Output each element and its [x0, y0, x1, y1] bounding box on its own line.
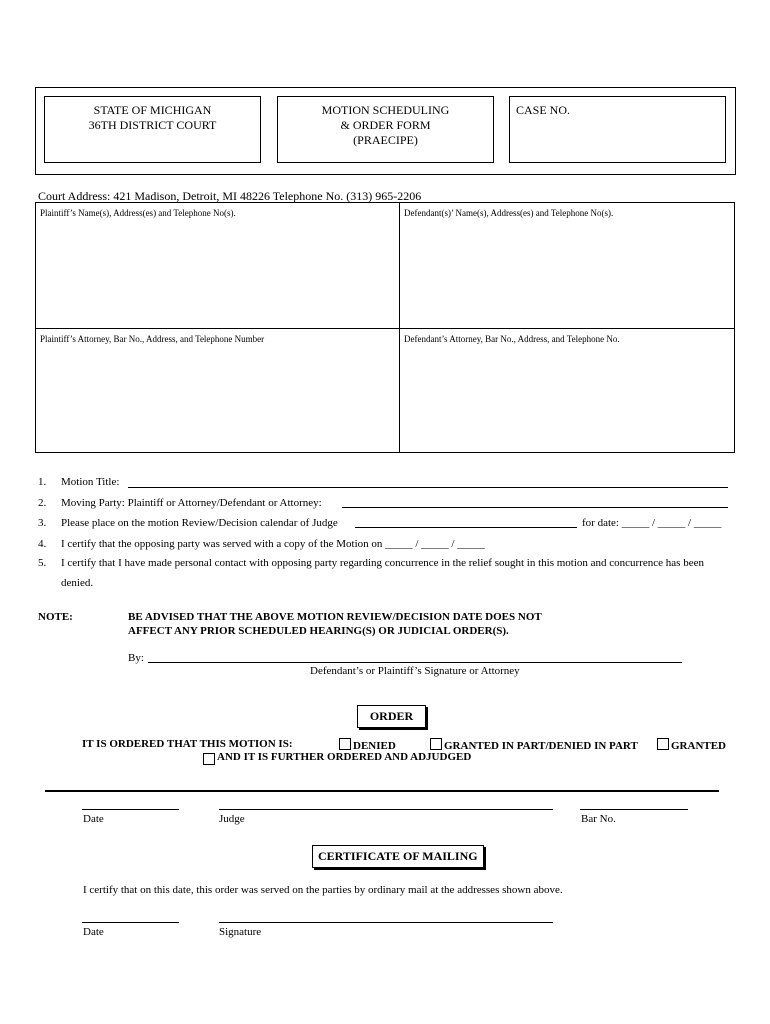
order-title: ORDER — [357, 705, 426, 728]
form-title-line-3: (PRAECIPE) — [353, 133, 418, 147]
defendant-cell[interactable] — [399, 202, 735, 329]
judge-line[interactable] — [355, 527, 577, 528]
certificate-date-line[interactable] — [82, 922, 179, 923]
plaintiff-attorney-label: Plaintiff’s Attorney, Bar No., Address, and Telephone Number — [40, 334, 265, 344]
court-line-1: STATE OF MICHIGAN — [93, 103, 212, 117]
item-4-number: 4. — [38, 538, 47, 550]
plaintiff-attorney-cell[interactable] — [35, 328, 400, 453]
court-line-2: 36TH DISTRICT COURT — [88, 118, 217, 132]
further-label: AND IT IS FURTHER ORDERED AND ADJUDGED — [217, 751, 472, 763]
denied-checkbox[interactable] — [339, 738, 351, 750]
judge-signature-line[interactable] — [219, 809, 553, 810]
item-1-number: 1. — [38, 476, 47, 488]
order-lead: IT IS ORDERED THAT THIS MOTION IS: — [82, 738, 293, 750]
item-2-text: Moving Party: Plaintiff or Attorney/Defendant or Attorney: — [61, 497, 322, 509]
order-judge-label: Judge — [219, 813, 245, 825]
plaintiff-label: Plaintiff’s Name(s), Address(es) and Telephone No(s). — [40, 208, 236, 218]
motion-title-line[interactable] — [128, 487, 728, 488]
order-bar-label: Bar No. — [581, 813, 616, 825]
note-line-2: AFFECT ANY PRIOR SCHEDULED HEARING(S) OR JUDICIAL ORDER(S). — [128, 625, 509, 637]
option-further[interactable] — [203, 751, 471, 765]
partial-checkbox[interactable] — [430, 738, 442, 750]
item-3-text: Please place on the motion Review/Decision calendar of Judge — [61, 517, 338, 529]
order-date-line[interactable] — [82, 809, 179, 810]
court-address: Court Address: 421 Madison, Detroit, MI 48226 Telephone No. (313) 965-2206 — [38, 189, 422, 203]
form-title-line-1: MOTION SCHEDULING — [321, 103, 450, 117]
item-1-text: Motion Title: — [61, 476, 120, 488]
by-label: By: — [128, 652, 144, 664]
item-3-date[interactable]: for date: _____ / _____ / _____ — [582, 517, 722, 529]
certificate-title: CERTIFICATE OF MAILING — [312, 845, 484, 868]
case-no-box[interactable] — [509, 96, 726, 163]
defendant-label: Defendant(s)’ Name(s), Address(es) and Telephone No(s). — [404, 208, 614, 218]
signature-line[interactable] — [148, 662, 682, 663]
order-date-label: Date — [83, 813, 104, 825]
defendant-attorney-cell[interactable] — [399, 328, 735, 453]
bar-no-line[interactable] — [580, 809, 688, 810]
note-label: NOTE: — [38, 611, 73, 623]
item-5-text: I certify that I have made personal contact with opposing party regarding concurrence in the relief sought in this motion and concurrence has been — [61, 557, 704, 569]
form-title-box — [277, 96, 494, 163]
item-2-number: 2. — [38, 497, 47, 509]
item-5-text-continued: denied. — [61, 577, 94, 589]
signature-caption: Defendant’s or Plaintiff’s Signature or Attorney — [310, 665, 520, 677]
case-no-label: CASE NO. — [516, 103, 571, 117]
certificate-signature-label: Signature — [219, 926, 262, 938]
certificate-date-label: Date — [83, 926, 104, 938]
certificate-signature-line[interactable] — [219, 922, 553, 923]
granted-label: GRANTED — [671, 740, 727, 752]
partial-label: GRANTED IN PART/DENIED IN PART — [444, 740, 638, 752]
item-4-text: I certify that the opposing party was served with a copy of the Motion on _____ / _____ / _____ — [61, 538, 485, 550]
court-name-box — [44, 96, 261, 163]
denied-label: DENIED — [353, 740, 396, 752]
order-divider — [45, 790, 719, 792]
plaintiff-cell[interactable] — [35, 202, 400, 329]
item-5-number: 5. — [38, 557, 47, 569]
certificate-text: I certify that on this date, this order was served on the parties by ordinary mail at the addresses shown above. — [83, 884, 563, 896]
form-title-line-2: & ORDER FORM — [340, 118, 431, 132]
defendant-attorney-label: Defendant’s Attorney, Bar No., Address, and Telephone No. — [404, 334, 620, 344]
option-granted[interactable] — [657, 738, 726, 753]
granted-checkbox[interactable] — [657, 738, 669, 750]
moving-party-line[interactable] — [342, 507, 728, 508]
note-line-1: BE ADVISED THAT THE ABOVE MOTION REVIEW/DECISION DATE DOES NOT — [128, 611, 542, 623]
further-checkbox[interactable] — [203, 753, 215, 765]
item-3-number: 3. — [38, 517, 47, 529]
